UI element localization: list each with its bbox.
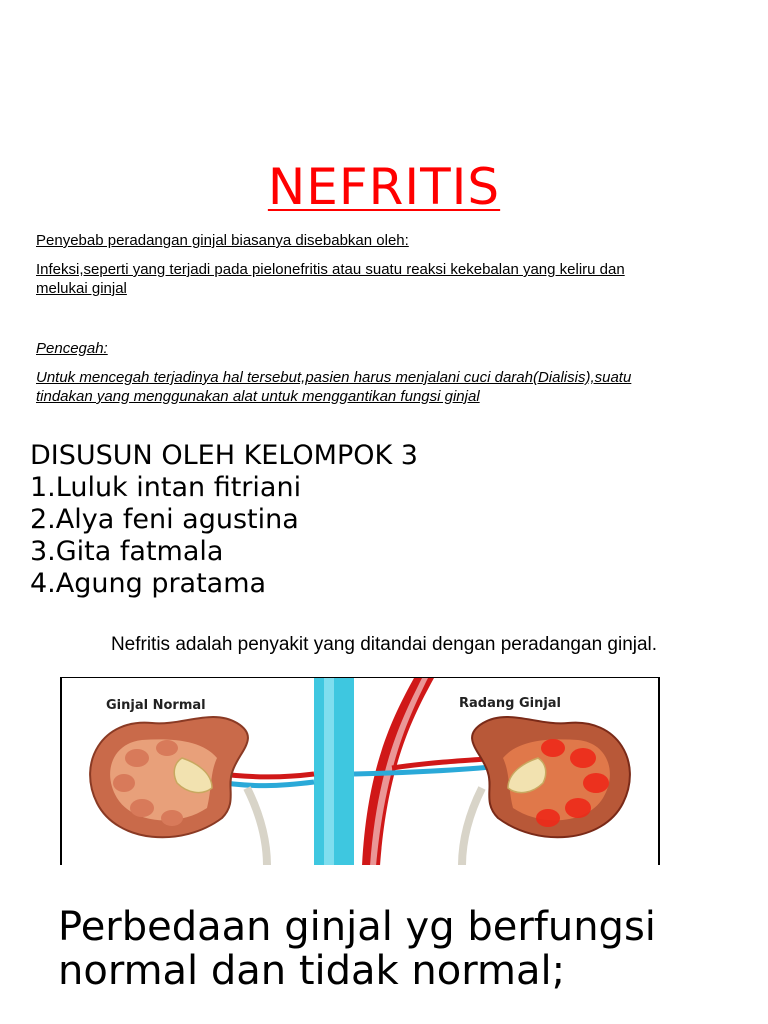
kidney-diagram xyxy=(62,678,658,865)
cause-text: Infeksi,seperti yang terjadi pada pielonefritis atau suatu reaksi kekebalan yang keliru dan melukai ginjal xyxy=(36,261,625,297)
member-item: 2.Alya feni agustina xyxy=(30,504,299,535)
group-heading: DISUSUN OLEH KELOMPOK 3 xyxy=(30,440,418,471)
definition-text: Nefritis adalah penyakit yang ditandai dengan peradangan ginjal. xyxy=(110,634,658,655)
kidney-illustration xyxy=(60,677,660,865)
member-item: 3.Gita fatmala xyxy=(30,536,224,567)
member-item: 1.Luluk intan fitriani xyxy=(30,472,302,503)
cause-heading: Penyebab peradangan ginjal biasanya disebabkan oleh: xyxy=(36,232,409,249)
prevention-text: Untuk mencegah terjadinya hal tersebut,pasien harus menjalani cuci darah(Dialisis),suatu tindakan yang menggunakan alat untuk menggantikan fungsi ginjal xyxy=(36,369,632,405)
group-block xyxy=(30,440,418,600)
page-title: NEFRITIS xyxy=(267,158,501,216)
label-inflamed: Radang Ginjal xyxy=(459,696,562,711)
prevention-heading: Pencegah: xyxy=(36,340,108,357)
label-normal: Ginjal Normal xyxy=(106,698,206,713)
member-item: 4.Agung pratama xyxy=(30,568,267,599)
figure-caption: Perbedaan ginjal yg berfungsi normal dan tidak normal; xyxy=(58,904,656,994)
